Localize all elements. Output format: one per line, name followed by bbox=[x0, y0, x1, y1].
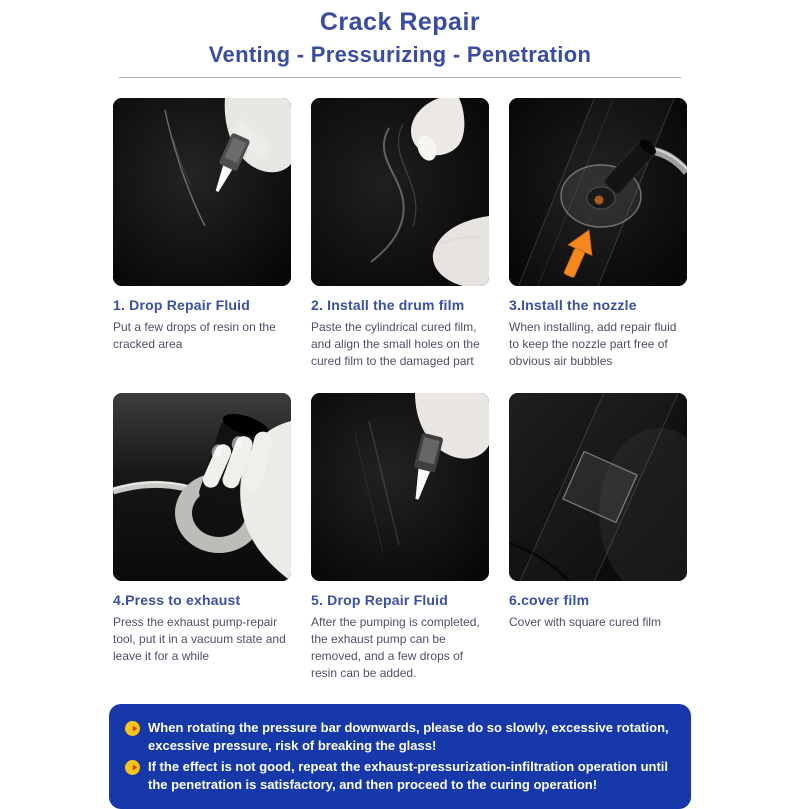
step-photo-2-drum-film bbox=[311, 98, 489, 286]
notes-banner bbox=[109, 704, 691, 809]
photo-dropper-on-crack bbox=[113, 98, 291, 286]
step-title: 1. Drop Repair Fluid bbox=[113, 297, 251, 313]
step-photo-1-drop-fluid bbox=[113, 98, 291, 286]
step-card-4 bbox=[113, 393, 291, 682]
step-title: 4.Press to exhaust bbox=[113, 592, 241, 608]
arrow-bullet-icon bbox=[125, 721, 140, 736]
page-subtitle: Venting - Pressurizing - Penetration bbox=[208, 42, 592, 67]
step-card-3 bbox=[509, 98, 687, 377]
step-title: 6.cover film bbox=[509, 592, 590, 608]
note-item-2 bbox=[125, 758, 673, 794]
photo-nozzle-on-glass bbox=[509, 98, 687, 286]
step-title: 3.Install the nozzle bbox=[509, 297, 637, 313]
step-photo-3-nozzle bbox=[509, 98, 687, 286]
step-description: Press the exhaust pump-repair tool, put it in a vacuum state and leave it for a while bbox=[113, 615, 286, 664]
step-card-5 bbox=[311, 393, 489, 682]
step-description: When installing, add repair fluid to keep the nozzle part free of obvious air bubbles bbox=[509, 320, 677, 369]
photo-hand-pressing-pump bbox=[113, 393, 291, 581]
step-photo-5-drop-fluid bbox=[311, 393, 489, 581]
note-text: If the effect is not good, repeat the exhaust-pressurization-infiltration operation until the penetration is satisfactory, and then proceed to the curing operation! bbox=[148, 759, 669, 792]
photo-square-film-on-glass bbox=[509, 393, 687, 581]
header-divider bbox=[119, 77, 681, 78]
arrow-bullet-icon bbox=[125, 760, 140, 775]
step-description: Cover with square cured film bbox=[509, 615, 662, 629]
step-card-6 bbox=[509, 393, 687, 682]
photo-hands-holding-film bbox=[311, 98, 489, 286]
page-title: Crack Repair bbox=[319, 8, 481, 36]
steps-grid bbox=[113, 98, 687, 682]
note-text: When rotating the pressure bar downwards, please do so slowly, excessive rotation, excessive pressure, risk of breaking the glass! bbox=[148, 720, 669, 754]
step-photo-4-exhaust-pump bbox=[113, 393, 291, 581]
step-title: 2. Install the drum film bbox=[311, 297, 465, 313]
step-description: Put a few drops of resin on the cracked area bbox=[113, 320, 276, 352]
step-description: Paste the cylindrical cured film, and align the small holes on the cured film to the damaged part bbox=[311, 320, 480, 369]
photo-dropper-after-pump bbox=[311, 393, 489, 581]
note-item-1 bbox=[125, 719, 673, 755]
step-photo-6-cover-film bbox=[509, 393, 687, 581]
step-title: 5. Drop Repair Fluid bbox=[311, 592, 449, 608]
step-description: After the pumping is completed, the exhaust pump can be removed, and a few drops of resin can be added. bbox=[311, 615, 480, 681]
step-card-1 bbox=[113, 98, 291, 377]
header bbox=[0, 8, 800, 78]
step-card-2 bbox=[311, 98, 489, 377]
